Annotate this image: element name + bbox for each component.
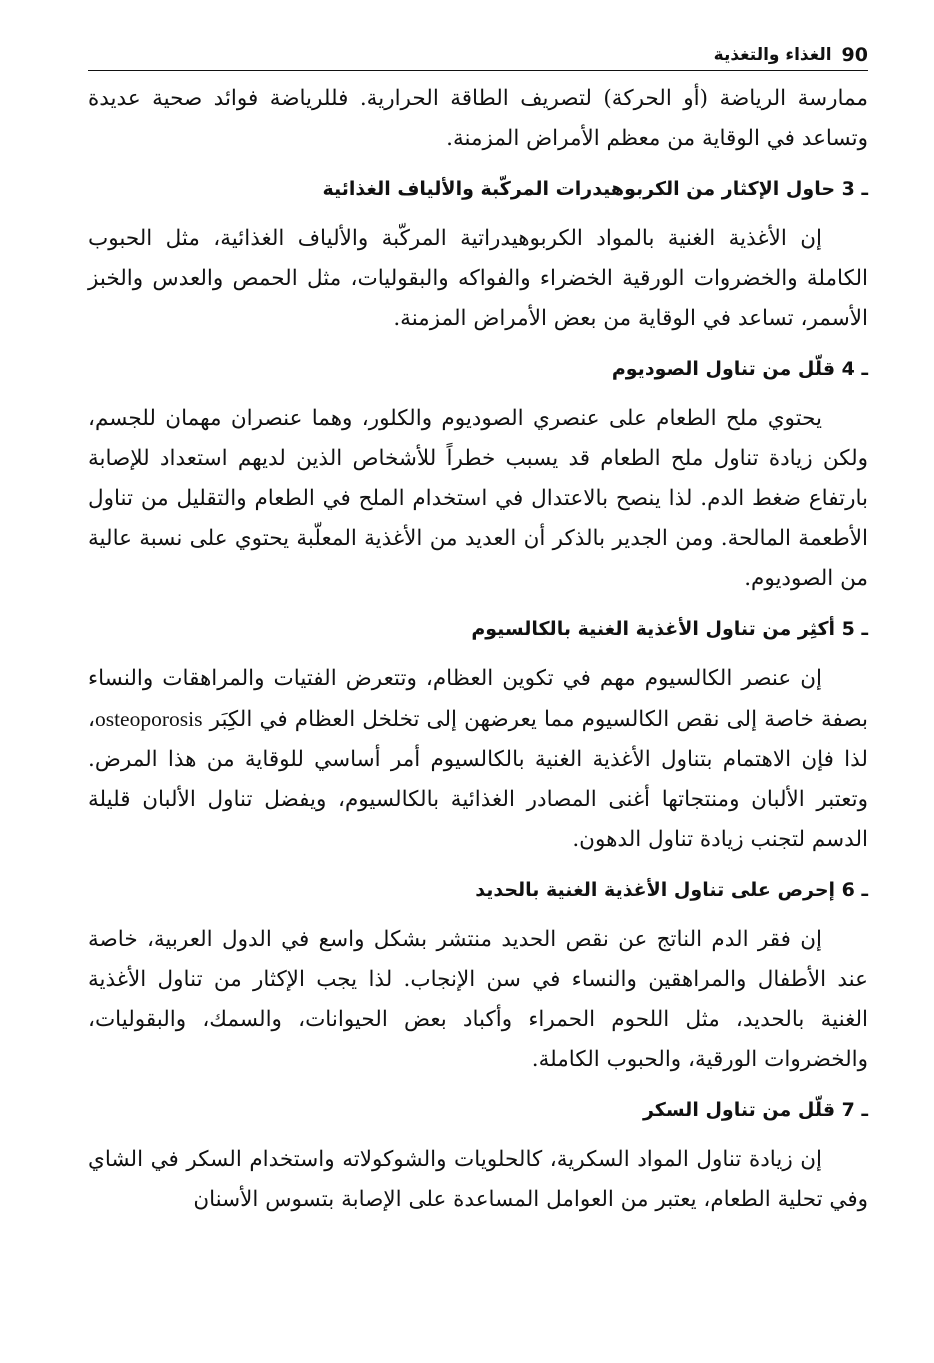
body-text-before-term: إن عنصر الكالسيوم مهم في تكوين العظام، وتتعرض الفتيات والمراهقات والنساء بصفة خاصة إلى نقص الكالسيوم مما يعرضهن إلى تخلخل العظام في الكِبَر [88,666,868,732]
section-heading-7 [88,1080,868,1140]
intro-paragraph: ممارسة الرياضة (أو الحركة) لتصريف الطاقة الحرارية. فللرياضة فوائد صحية عديدة وتساعد في الوقاية من معظم الأمراض المزمنة. [88,86,868,151]
section-body-5 [88,659,868,860]
section-body-4: يحتوي ملح الطعام على عنصري الصوديوم والكلور، وهما عنصران مهمان للجسم، ولكن زيادة تناول ملح الطعام قد يسبب خطراً للأشخاص الذين لديهم استعداد للإصابة بارتفاع ضغط الدم. لذا ينصح بالاعتدال في استخدام الملح في الطعام والتقليل من تناول الأطعمة المالحة. ومن الجدير بالذكر أن العديد من الأغذية المعلّبة يحتوي على نسبة عالية من الصوديوم. [88,406,868,591]
section-body-6: إن فقر الدم الناتج عن نقص الحديد منتشر بشكل واسع في الدول العربية، خاصة عند الأطفال والمراهقين والنساء في سن الإنجاب. لذا يجب الإكثار من تناول الأغذية الغنية بالحديد، مثل اللحوم الحمراء وأكباد بعض الحيوانات، والسمك، والبقوليات، والخضروات الورقية، والحبوب الكاملة. [88,927,868,1072]
section-body-3: إن الأغذية الغنية بالمواد الكربوهيدراتية المركّبة والألياف الغذائية، مثل الحبوب الكاملة والخضروات الورقية الخضراء والفواكه والبقوليات، مثل الحمص والعدس والخبز الأسمر، تساعد في الوقاية من بعض الأمراض المزمنة. [88,226,868,331]
section-heading-3 [88,159,868,219]
section-title: قلّل من تناول الصوديوم [611,358,836,380]
section-number: 6 ـ [841,879,868,901]
section-heading-4 [88,339,868,399]
section-title: أكثِر من تناول الأغذية الغنية بالكالسيوم [471,618,836,640]
section-heading-6 [88,860,868,920]
section-title: حاول الإكثار من الكربوهيدرات المركّبة والألياف الغذائية [322,178,836,200]
section-title: إحرص على تناول الأغذية الغنية بالحديد [475,879,836,901]
book-page [88,32,868,1220]
section-heading-5 [88,599,868,659]
running-header [88,32,868,71]
section-number: 5 ـ [841,618,868,640]
page-number: 90 [841,44,868,66]
section-title: قلّل من تناول السكر [642,1099,836,1121]
running-title: الغذاء والتغذية [713,45,832,65]
section-body-7: إن زيادة تناول المواد السكرية، كالحلويات والشوكولاته واستخدام السكر في الشاي وفي تحلية الطعام، يعتبر من العوامل المساعدة على الإصابة بتسوس الأسنان [88,1147,868,1212]
section-number: 4 ـ [841,358,868,380]
section-number: 3 ـ [841,178,868,200]
page-content [88,79,868,1220]
latin-term: osteoporosis [94,707,203,731]
body-text-after-term: ، لذا فإن الاهتمام بتناول الأغذية الغنية بالكالسيوم أمر أساسي للوقاية من هذا المرض. وتعتبر الألبان ومنتجاتها أغنى المصادر الغذائية بالكالسيوم، ويفضل تناول الألبان قليلة الدسم لتجنب زيادة تناول الدهون. [88,707,868,852]
section-number: 7 ـ [841,1099,868,1121]
